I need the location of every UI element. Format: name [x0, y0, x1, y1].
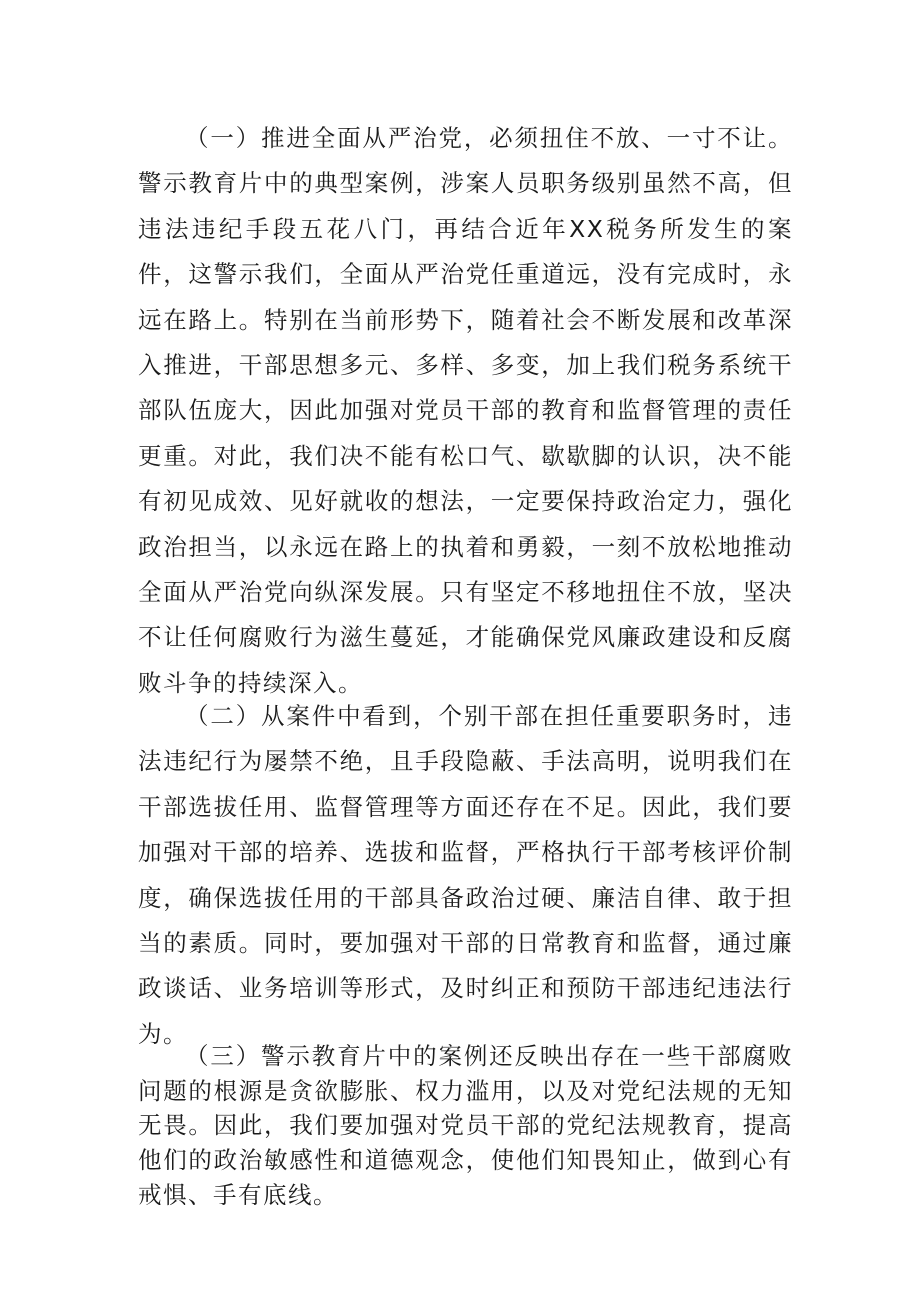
paragraph-2: （二）从案件中看到，个别干部在担任重要职务时，违法违纪行为屡禁不绝，且手段隐蔽、手法高明，说明我们在干部选拔任用、监督管理等方面还存在不足。因此，我们要加强对干部的培养、选拔和监督，严格执行干部考核评价制度，确保选拔任用的干部具备政治过硬、廉洁自律、敢于担当的素质。同时，要加强对干部的日常教育和监督，通过廉政谈话、业务培训等形式，及时纠正和预防干部违纪违法行为。	[138, 702, 793, 1048]
paragraph-3: （三）警示教育片中的案例还反映出存在一些干部腐败问题的根源是贪欲膨胀、权力滥用，以及对党纪法规的无知无畏。因此，我们要加强对党员干部的党纪法规教育，提高他们的政治敏感性和道德观念，使他们知畏知止，做到心有戒惧、手有底线。	[138, 1042, 793, 1209]
paragraph-1: （一）推进全面从严治党，必须扭住不放、一寸不让。警示教育片中的典型案例，涉案人员职务级别虽然不高，但违法违纪手段五花八门，再结合近年XX税务所发生的案件，这警示我们，全面从严治党任重道远，没有完成时，永远在路上。特别在当前形势下，随着社会不断发展和改革深入推进，干部思想多元、多样、多变，加上我们税务系统干部队伍庞大，因此加强对党员干部的教育和监督管理的责任更重。对此，我们决不能有松口气、歇歇脚的认识，决不能有初见成效、见好就收的想法，一定要保持政治定力，强化政治担当，以永远在路上的执着和勇毅，一刻不放松地推动全面从严治党向纵深发展。只有坚定不移地扭住不放，坚决不让任何腐败行为滋生蔓延，才能确保党风廉政建设和反腐败斗争的持续深入。	[138, 124, 793, 697]
